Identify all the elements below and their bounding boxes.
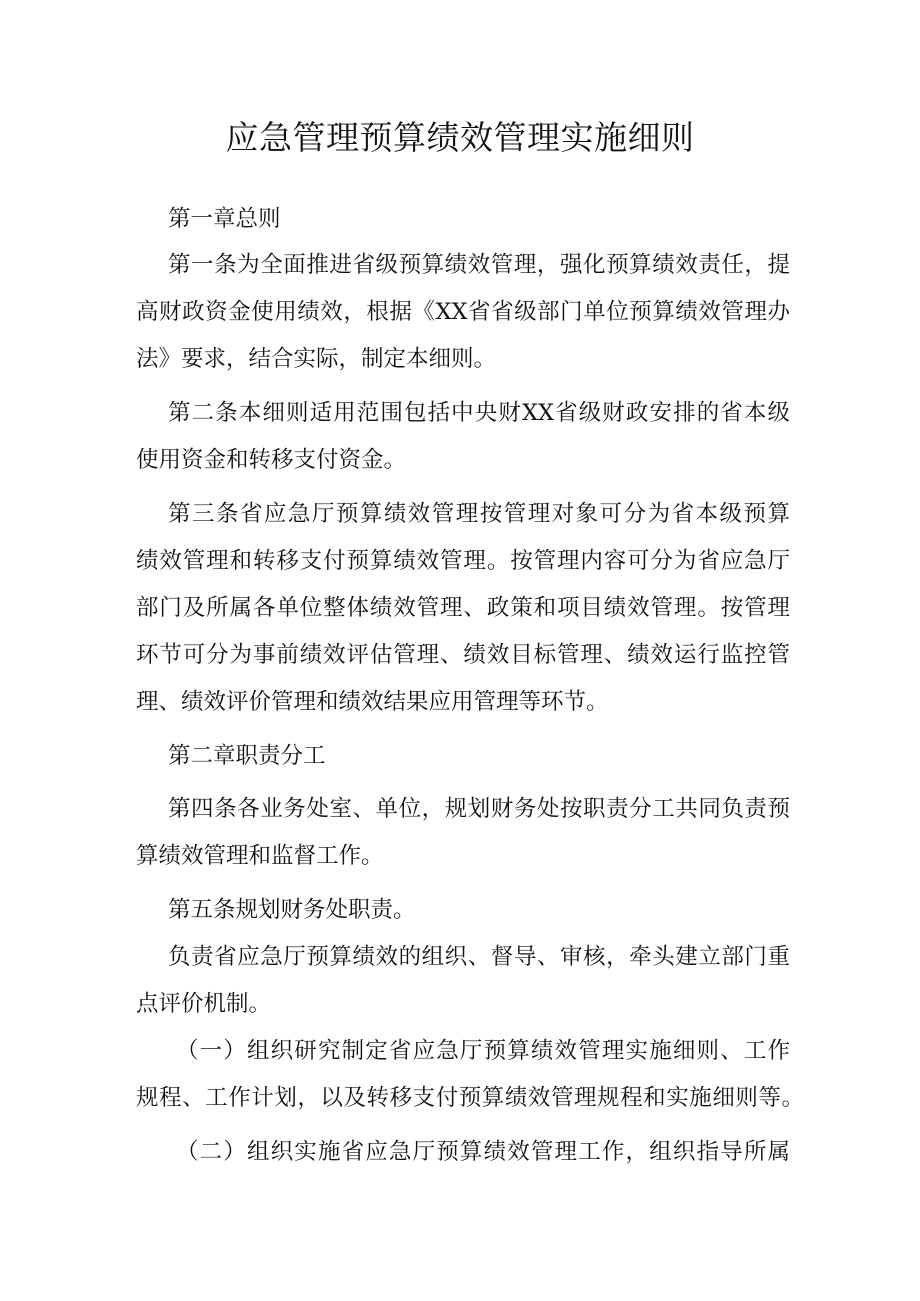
text-line: 高财政资金使用绩效，根据《XX省省级部门单位预算绩效管理办 <box>136 299 790 325</box>
text-line: 第一条为全面推进省级预算绩效管理，强化预算绩效责任，提 <box>168 252 790 278</box>
text-line: 第五条规划财务处职责。 <box>168 897 416 923</box>
text-line: 点评价机制。 <box>136 991 272 1017</box>
text-line: 第三条省应急厅预算绩效管理按管理对象可分为省本级预算 <box>168 501 790 527</box>
text-line: 法》要求，结合实际，制定本细则。 <box>136 346 497 372</box>
text-line: 第二条本细则适用范围包括中央财XX省级财政安排的省本级 <box>168 400 790 426</box>
text-line: （二）组织实施省应急厅预算绩效管理工作，组织指导所属 <box>176 1139 790 1165</box>
text-line: 理、绩效评价管理和绩效结果应用管理等环节。 <box>136 689 609 715</box>
text-line: 第二章职责分工 <box>168 743 326 769</box>
text-line: 第四条各业务处室、单位，规划财务处按职责分工共同负责预 <box>168 796 790 822</box>
document-title: 应急管理预算绩效管理实施细则 <box>225 118 695 157</box>
text-line: 绩效管理和转移支付预算绩效管理。按管理内容可分为省应急厅 <box>136 548 790 574</box>
text-line: 第一章总则 <box>168 206 281 232</box>
text-line: （一）组织研究制定省应急厅预算绩效管理实施细则、工作 <box>176 1038 790 1064</box>
text-line: 使用资金和转移支付资金。 <box>136 447 407 473</box>
text-line: 负责省应急厅预算绩效的组织、督导、审核，牵头建立部门重 <box>168 944 790 970</box>
text-line: 环节可分为事前绩效评估管理、绩效目标管理、绩效运行监控管 <box>136 642 790 668</box>
text-line: 部门及所属各单位整体绩效管理、政策和项目绩效管理。按管理 <box>136 595 790 621</box>
text-line: 算绩效管理和监督工作。 <box>136 843 384 869</box>
text-line: 规程、工作计划，以及转移支付预算绩效管理规程和实施细则等。 <box>136 1085 804 1111</box>
